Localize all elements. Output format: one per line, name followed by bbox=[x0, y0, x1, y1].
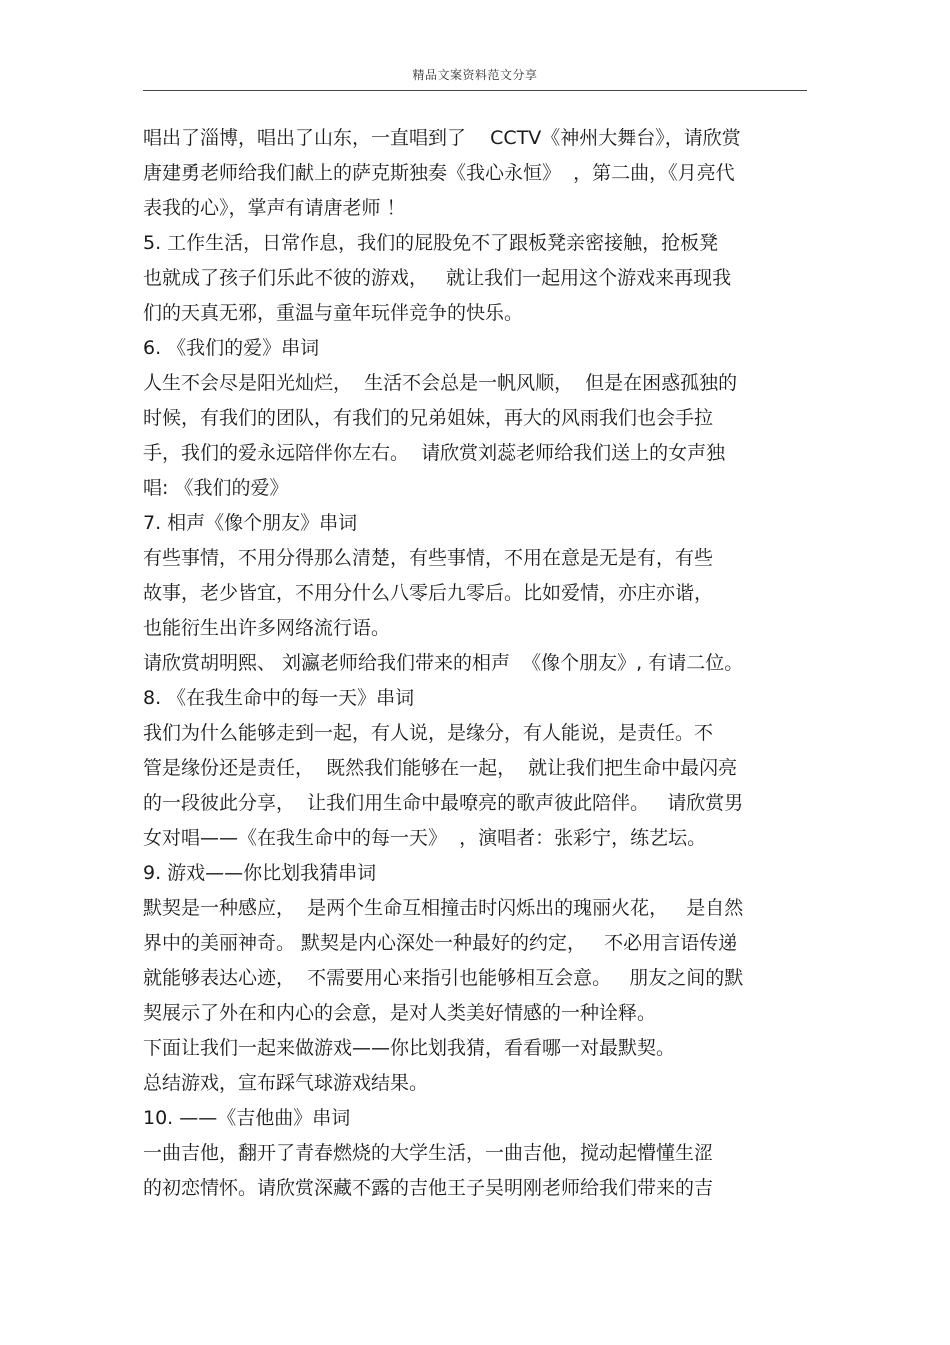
text-line: 请欣赏胡明熙、 刘瀛老师给我们带来的相声 《像个朋友》, 有请二位。 bbox=[143, 652, 744, 674]
text-line: 人生不会尽是阳光灿烂， 生活不会总是一帆风顺， 但是在困惑孤独的 bbox=[143, 372, 738, 394]
text-line: 5. 工作生活，日常作息，我们的屁股免不了跟板凳亲密接触，抢板凳 bbox=[143, 232, 719, 254]
section-heading: 8. 《在我生命中的每一天》串词 bbox=[143, 687, 415, 709]
text-line: 手，我们的爱永远陪伴你左右。 请欣赏刘蕊老师给我们送上的女声独 bbox=[143, 442, 726, 464]
text-line: 唱出了淄博，唱出了山东，一直唱到了 CCTV《神州大舞台》，请欣赏 bbox=[143, 127, 741, 149]
text-line: 表我的心》，掌声有请唐老师 ！ bbox=[143, 197, 406, 219]
text-line: 的一段彼此分享， 让我们用生命中最嘹亮的歌声彼此陪伴。 请欣赏男 bbox=[143, 792, 744, 814]
text-line: 下面让我们一起来做游戏——你比划我猜，看看哪一对最默契。 bbox=[143, 1037, 676, 1059]
document-body bbox=[143, 121, 807, 1206]
section-heading: 7. 相声《像个朋友》串词 bbox=[143, 512, 358, 534]
section-heading: 6. 《我们的爱》串词 bbox=[143, 337, 320, 359]
text-line: 有些事情，不用分得那么清楚，有些事情，不用在意是无是有，有些 bbox=[143, 547, 714, 569]
text-line: 契展示了外在和内心的会意，是对人类美好情感的一种诠释。 bbox=[143, 1002, 657, 1024]
page-header: 精品文案资料范文分享 bbox=[412, 68, 538, 82]
text-line: 默契是一种感应， 是两个生命互相撞击时闪烁出的瑰丽火花， 是自然 bbox=[143, 897, 744, 919]
text-line: 也能衍生出许多网络流行语。 bbox=[143, 617, 391, 639]
text-line: 的初恋情怀。请欣赏深藏不露的吉他王子吴明刚老师给我们带来的吉 bbox=[143, 1177, 714, 1199]
text-line: 故事，老少皆宜，不用分什么八零后九零后。比如爱情，亦庄亦谐， bbox=[143, 582, 714, 604]
text-line: 们的天真无邪，重温与童年玩伴竞争的快乐。 bbox=[143, 302, 524, 324]
text-line: 总结游戏，宣布踩气球游戏结果。 bbox=[143, 1072, 429, 1094]
text-line: 一曲吉他，翻开了青春燃烧的大学生活，一曲吉他，搅动起懵懂生涩 bbox=[143, 1142, 714, 1164]
section-heading: 10. ——《吉他曲》串词 bbox=[143, 1107, 351, 1129]
section-heading: 9. 游戏——你比划我猜串词 bbox=[143, 862, 377, 884]
text-line: 界中的美丽神奇。 默契是内心深处一种最好的约定， 不必用言语传递 bbox=[143, 932, 738, 954]
text-line: 女对唱——《在我生命中的每一天》 ，演唱者：张彩宁，练艺坛。 bbox=[143, 827, 707, 849]
text-line: 唱: 《我们的爱》 bbox=[143, 477, 289, 499]
text-line: 时候，有我们的团队，有我们的兄弟姐妹，再大的风雨我们也会手拉 bbox=[143, 407, 714, 429]
text-line: 也就成了孩子们乐此不彼的游戏， 就让我们一起用这个游戏来再现我 bbox=[143, 267, 732, 289]
text-line: 就能够表达心迹， 不需要用心来指引也能够相互会意。 朋友之间的默 bbox=[143, 967, 744, 989]
text-line: 我们为什么能够走到一起，有人说，是缘分，有人能说，是责任。不 bbox=[143, 722, 714, 744]
text-line: 唐建勇老师给我们献上的萨克斯独奏《我心永恒》 ，第二曲，《月亮代 bbox=[143, 162, 735, 184]
text-line: 管是缘份还是责任， 既然我们能够在一起， 就让我们把生命中最闪亮 bbox=[143, 757, 738, 779]
header-divider bbox=[143, 90, 807, 91]
